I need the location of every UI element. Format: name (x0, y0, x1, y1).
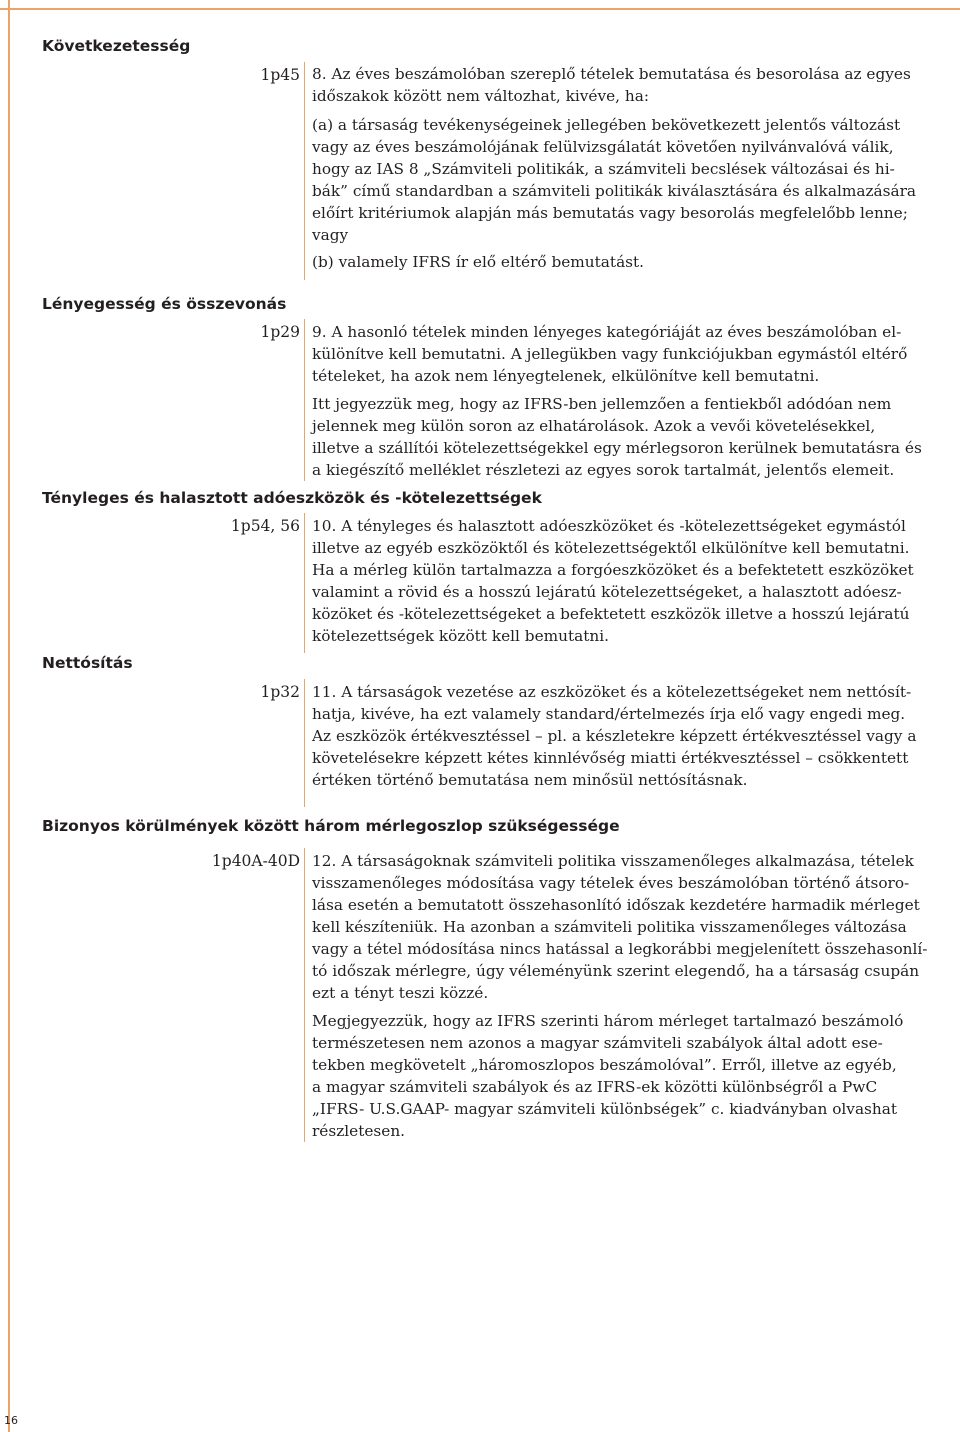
margin-rule (304, 319, 305, 481)
paragraph: (a) a társaság tevékenységeinek jellegében bekövetkezett jelentős változást vagy az éves beszámolójának felülvizsgálatát követően nyilvánvalóvá válik, hogy az IAS 8 „Számviteli politikák, a számviteli becslések változásai és hi- bák” című standardban a számviteli politikák kiválasztására és alkalmazására előírt kritériumok alapján más bemutatás vagy besorolás megfelelőbb lenne; vagy (312, 116, 917, 244)
margin-rule (304, 513, 305, 653)
paragraph: (b) valamely IFRS ír elő eltérő bemutatást. (312, 253, 645, 271)
standard-reference: 1p40A-40D (211, 852, 300, 870)
standard-reference: 1p54, 56 (230, 517, 300, 535)
paragraph: Itt jegyezzük meg, hogy az IFRS-ben jellemzően a fentiekből adódóan nem jelennek meg külön soron az elhatárolások. Azok a vevői követelésekkel, illetve a szállítói kötelezettségekkel egy mérlegsoron kerülnek bemutatásra és a kiegészítő melléklet részletezi az egyes sorok tartalmát, jelentős elemeit. (312, 395, 922, 479)
margin-rule (304, 679, 305, 807)
section-heading: Következetesség (42, 37, 191, 55)
page-number: 16 (4, 1414, 18, 1427)
section-heading: Bizonyos körülmények között három mérlegoszlop szükségessége (42, 817, 620, 835)
section-heading: Tényleges és halasztott adóeszközök és -kötelezettségek (42, 489, 542, 507)
paragraph: 12. A társaságoknak számviteli politika visszamenőleges alkalmazása, tételek visszamenőleges módosítása vagy tételek éves beszámolóban történő átsoro- lása esetén a bemutatott összehasonlító időszak kezdetére harmadik mérleget kell készíteniük. Ha azonban a számviteli politika visszamenőleges változása vagy a tétel módosítása nincs hatással a legkorábbi megjelenített összehasonlí- tó időszak mérlegre, úgy véleményünk szerint elegendő, ha a társaság csupán ezt a tényt teszi közzé. (312, 852, 928, 1002)
page-frame-top-rule (0, 8, 960, 10)
section-heading: Nettósítás (42, 654, 133, 672)
paragraph: 8. Az éves beszámolóban szereplő tételek bemutatása és besorolása az egyes időszakok között nem változhat, kivéve, ha: (312, 65, 911, 105)
section-heading: Lényegesség és összevonás (42, 295, 287, 313)
margin-rule (304, 62, 305, 280)
standard-reference: 1p32 (260, 683, 300, 701)
margin-rule (304, 848, 305, 1142)
page-frame-left-rule (8, 0, 10, 1432)
paragraph: 9. A hasonló tételek minden lényeges kategóriáját az éves beszámolóban el- különítve kell bemutatni. A jellegükben vagy funkciójukban egymástól eltérő tételeket, ha azok nem lényegtelenek, elkülönítve kell bemutatni. (312, 323, 908, 385)
paragraph: 10. A tényleges és halasztott adóeszközöket és -kötelezettségeket egymástól illetve az egyéb eszközöktől és kötelezettségektől elkülönítve kell bemutatni. Ha a mérleg külön tartalmazza a forgóeszközöket és a befektetett eszközöket valamint a rövid és a hosszú lejáratú kötelezettségeket, a halasztott adóesz- közöket és -kötelezettségeket a befektetett eszközök illetve a hosszú lejáratú kötelezettségek között kell bemutatni. (312, 517, 914, 645)
paragraph: 11. A társaságok vezetése az eszközöket és a kötelezettségeket nem nettósít- hatja, kivéve, ha ezt valamely standard/értelmezés írja elő vagy engedi meg. Az eszközök értékvesztéssel – pl. a készletekre képzett értékvesztéssel vagy a követelésekre képzett kétes kinnlévőség miatti értékvesztéssel – csökkentett értéken történő bemutatása nem minősül nettósításnak. (312, 683, 917, 789)
standard-reference: 1p29 (260, 323, 300, 341)
paragraph: Megjegyezzük, hogy az IFRS szerinti három mérleget tartalmazó beszámoló természetesen nem azonos a magyar számviteli szabályok által adott ese- tekben megkövetelt „háromoszlopos beszámolóval”. Erről, illetve az egyéb, a magyar számviteli szabályok és az IFRS-ek közötti különbségről a PwC „IFRS- U.S.GAAP- magyar számviteli különbségek” c. kiadványban olvashat részletesen. (312, 1012, 904, 1140)
standard-reference: 1p45 (260, 66, 300, 84)
